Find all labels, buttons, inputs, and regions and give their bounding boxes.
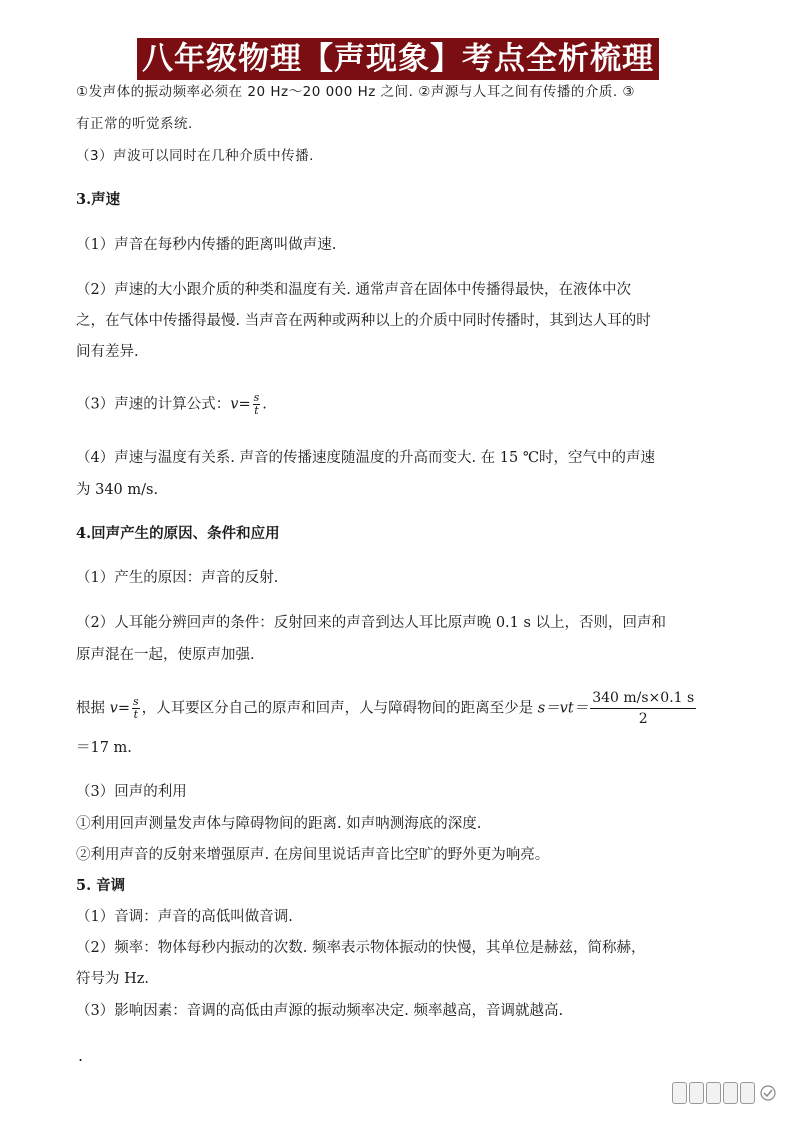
calc-svt: s＝vt＝ (537, 700, 589, 717)
section-heading-echo: 4.回声产生的原因、条件和应用 (76, 525, 280, 542)
formula-eq: = (238, 396, 251, 413)
formula-v: v (230, 396, 239, 413)
media-propagation-line: （3）声波可以同时在几种介质中传播. (76, 148, 314, 164)
speed-temperature-1: （4）声速与温度有关系. 声音的传播速度随温度的升高而变大. 在 15 ℃时，空气中的声速 (76, 450, 656, 466)
calc-denominator: t (133, 708, 138, 721)
watermark-bar-icon (723, 1082, 738, 1104)
watermark-bar-icon (689, 1082, 704, 1104)
formula-fraction (253, 392, 261, 417)
echo-condition-2: 原声混在一起，使原声加强. (76, 647, 255, 663)
speed-factors-2: 之，在气体中传播得最慢. 当声音在两种或两种以上的介质中同时传播时，其到达人耳的时 (76, 313, 651, 329)
echo-distance-result: ＝17 m. (76, 740, 132, 756)
pitch-factors: （3）影响因素：音调的高低由声源的振动频率决定. 频率越高，音调就越高. (76, 1003, 564, 1019)
formula-numerator: s (253, 391, 260, 404)
watermark-seal-icon (760, 1085, 776, 1101)
calc-fraction (132, 696, 140, 721)
calc-numerator: s (132, 695, 139, 708)
echo-calc-mid: ，人耳要区分自己的原声和回声，人与障碍物间的距离至少是 (141, 700, 534, 717)
speed-formula-label: （3）声速的计算公式： (76, 396, 231, 413)
echo-usage-1: ①利用回声测量发声体与障碍物间的距离. 如声呐测海底的深度. (76, 816, 482, 832)
calc-eq: = (117, 700, 130, 717)
section-heading-speed: 3.声速 (76, 191, 121, 208)
condition-line-1: ①发声体的振动频率必须在 20 Hz～20 000 Hz 之间. ②声源与人耳之间有传播的介质. ③ (76, 84, 636, 100)
distance-numerator: 340 m/s×0.1 s (590, 688, 696, 709)
echo-cause: （1）产生的原因：声音的反射. (76, 570, 279, 586)
calc-v: v (109, 700, 118, 717)
speed-definition: （1）声音在每秒内传播的距离叫做声速. (76, 237, 337, 253)
frequency-definition-1: （2）频率：物体每秒内振动的次数. 频率表示物体振动的快慢，其单位是赫兹，简称赫， (76, 940, 646, 956)
watermark-bar-icon (706, 1082, 721, 1104)
formula-period: . (262, 396, 267, 413)
frequency-definition-2: 符号为 Hz. (76, 971, 150, 987)
watermark-bar-icon (672, 1082, 687, 1104)
echo-calc-prefix: 根据 (76, 700, 105, 717)
speed-formula-line (76, 392, 267, 417)
echo-usage-2: ②利用声音的反射来增强原声. 在房间里说话声音比空旷的野外更为响亮。 (76, 847, 550, 863)
watermark (672, 1082, 776, 1104)
section-heading-pitch: 5. 音调 (76, 877, 126, 894)
formula-denominator: t (254, 404, 259, 417)
trailing-dot: . (78, 1046, 84, 1065)
pitch-definition: （1）音调：声音的高低叫做音调. (76, 909, 293, 925)
page-title: 八年级物理【声现象】考点全析梳理 (142, 41, 654, 77)
echo-usage-heading: （3）回声的利用 (76, 784, 187, 800)
speed-factors-3: 间有差异. (76, 344, 139, 360)
condition-line-2: 有正常的听觉系统. (76, 116, 193, 132)
distance-denominator: 2 (638, 711, 648, 727)
speed-temperature-2: 为 340 m/s. (76, 482, 159, 498)
speed-factors-1: （2）声速的大小跟介质的种类和温度有关. 通常声音在固体中传播得最快，在液体中次 (76, 282, 631, 298)
watermark-bar-icon (740, 1082, 755, 1104)
page-title-banner (137, 38, 659, 80)
echo-condition-1: （2）人耳能分辨回声的条件：反射回来的声音到达人耳比原声晚 0.1 s 以上，否则，回声和 (76, 615, 667, 631)
echo-distance-line (76, 688, 696, 729)
distance-fraction (590, 688, 696, 729)
